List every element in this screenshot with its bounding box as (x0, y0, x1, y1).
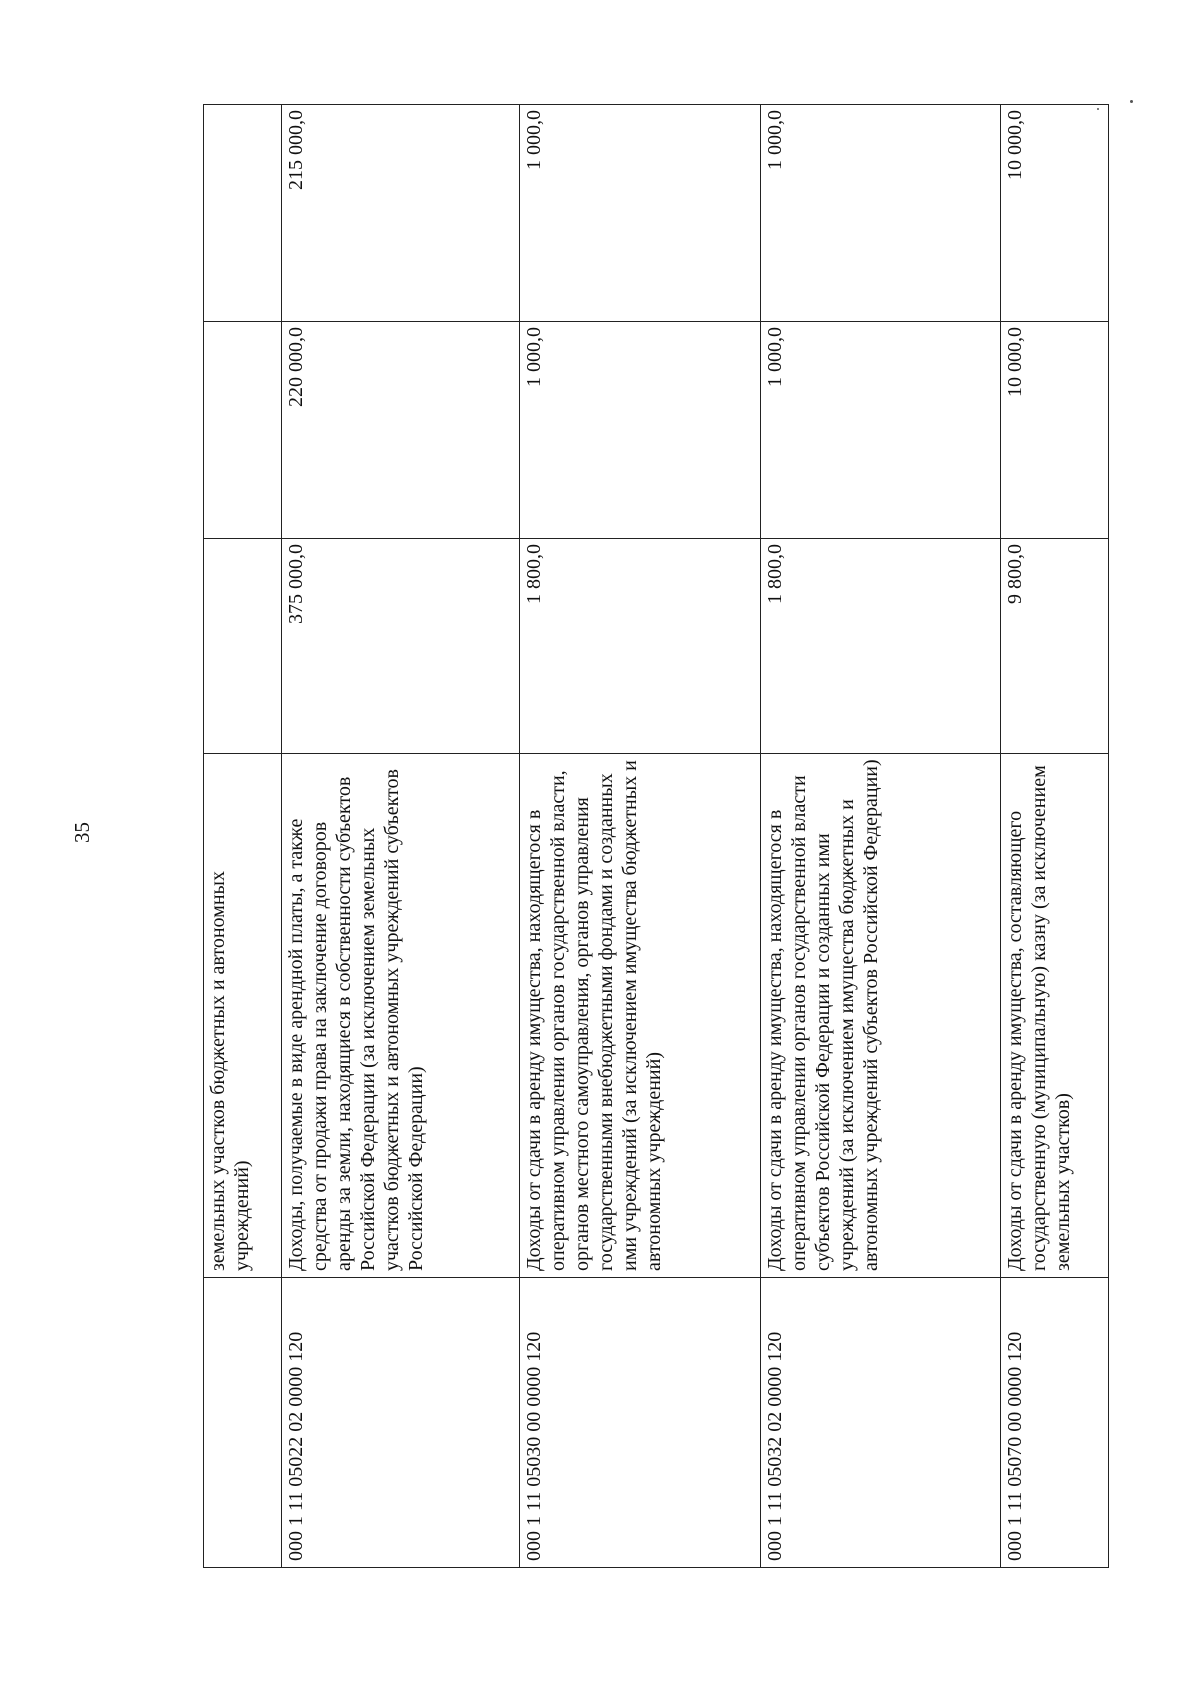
table-row (1000, 105, 1108, 1568)
value-cell-2: 1 000,0 (760, 322, 1000, 539)
revenue-description-cell: земельных участков бюджетных и автономных учреждений) (204, 754, 282, 1278)
value-cell-1 (204, 539, 282, 754)
revenue-description-cell: Доходы от сдачи в аренду имущества, находящегося в оперативном управлении органов государственной власти, органов местного самоуправления, органов управления государственными внебюджетными фондами и созданных ими учреждений (за исключением имущества бюджетных и автономных учреждений) (520, 754, 760, 1278)
table-row (760, 105, 1000, 1568)
value-cell-2: 1 000,0 (520, 322, 760, 539)
value-cell-1: 1 800,0 (760, 539, 1000, 754)
value-cell-3 (204, 105, 282, 322)
value-cell-3: 1 000,0 (760, 105, 1000, 322)
revenue-code-cell: 000 1 11 05022 02 0000 120 (282, 1278, 520, 1568)
page-number: 35 (70, 822, 94, 843)
revenue-description-cell: Доходы от сдачи в аренду имущества, составляющего государственную (муниципальную) казну (за исключением земельных участков) (1000, 754, 1108, 1278)
revenue-code-cell: 000 1 11 05032 02 0000 120 (760, 1278, 1000, 1568)
value-cell-2: 220 000,0 (282, 322, 520, 539)
rotated-table-container (203, 105, 1109, 1568)
table-row (520, 105, 760, 1568)
value-cell-1: 375 000,0 (282, 539, 520, 754)
value-cell-3: 215 000,0 (282, 105, 520, 322)
table-row (204, 105, 282, 1568)
value-cell-2 (204, 322, 282, 539)
scan-speck (1130, 100, 1133, 103)
revenue-code-cell: 000 1 11 05030 00 0000 120 (520, 1278, 760, 1568)
revenue-description-cell: Доходы от сдачи в аренду имущества, находящегося в оперативном управлении органов государственной власти субъектов Российской Федерации и созданных ими учреждений (за исключением имущества бюджетных и автономных учреждений субъектов Российской Федерации) (760, 754, 1000, 1278)
value-cell-1: 9 800,0 (1000, 539, 1108, 754)
table-row (282, 105, 520, 1568)
value-cell-2: 10 000,0 (1000, 322, 1108, 539)
revenue-description-cell: Доходы, получаемые в виде арендной платы, а также средства от продажи права на заключение договоров аренды за земли, находящиеся в собственности субъектов Российской Федерации (за исключением земельных участков бюджетных и автономных учреждений субъектов Российской Федерации) (282, 754, 520, 1278)
value-cell-3: 10 000,0 (1000, 105, 1108, 322)
value-cell-1: 1 800,0 (520, 539, 760, 754)
budget-revenue-table (203, 104, 1109, 1568)
value-cell-3: 1 000,0 (520, 105, 760, 322)
revenue-code-cell: 000 1 11 05070 00 0000 120 (1000, 1278, 1108, 1568)
revenue-code-cell (204, 1278, 282, 1568)
